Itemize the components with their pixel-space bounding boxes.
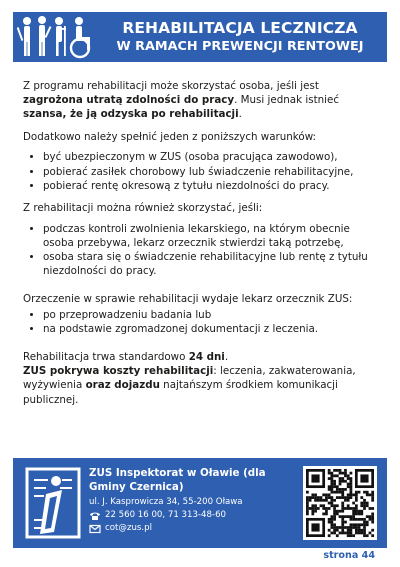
office-name: ZUS Inspektorat w Oławie (dla Gminy Czernica)	[89, 467, 266, 493]
duration-paragraph: Rehabilitacja trwa standardowo 24 dni.	[23, 351, 229, 364]
list-item: • pobierać rentę okresową z tytułu niezdolności do pracy.	[43, 179, 375, 193]
page-subtitle: W RAMACH PREWENCJI RENTOWEJ	[116, 39, 364, 54]
contact-footer	[13, 458, 387, 548]
email-icon	[89, 524, 101, 534]
conditions-lead: Dodatkowo należy spełnić jeden z poniższych warunków:	[23, 131, 317, 144]
office-address: ul. J. Kasprowicza 34, 55-200 Oława	[89, 497, 243, 507]
office-email[interactable]: cot@zus.pl	[89, 522, 289, 535]
document-body	[23, 79, 375, 415]
list-item: • pobierać zasiłek chorobowy lub świadczenie rehabilitacyjne,	[43, 165, 375, 179]
decision-lead: Orzeczenie w sprawie rehabilitacji wydaje lekarz orzecznik ZUS:	[23, 293, 353, 306]
list-item: • na podstawie zgromadzonej dokumentacji z leczenia.	[43, 322, 375, 336]
qr-code[interactable]	[303, 466, 377, 540]
header-titles	[99, 19, 387, 55]
header-banner	[13, 12, 387, 62]
list-item: • osoba stara się o świadczenie rehabilitacyjne lub rentę z tytułu niezdolności do pracy.	[43, 250, 375, 278]
office-phone: 22 560 16 00, 71 313-48-60	[89, 509, 289, 522]
also-list	[23, 222, 375, 279]
page-number: strona 44	[323, 550, 375, 561]
intro-paragraph: Z programu rehabilitacji może skorzystać osoba, jeśli jest zagrożona utratą zdolności do pracy. Musi jednak istnieć szansa, że ją odzyska po rehabilitacji.	[23, 80, 339, 121]
decision-list	[23, 308, 375, 336]
list-item: • po przeprowadzeniu badania lub	[43, 308, 375, 322]
office-info	[89, 466, 289, 535]
also-lead: Z rehabilitacji można również skorzystać, jeśli:	[23, 202, 263, 215]
conditions-list	[23, 150, 375, 193]
list-item: • podczas kontroli zwolnienia lekarskiego, na którym obecnie osoba przebywa, lekarz orzecznik stwierdzi taką potrzebę,	[43, 222, 375, 250]
page-title: REHABILITACJA LECZNICZA	[122, 19, 358, 37]
phone-icon	[89, 511, 101, 521]
people-rehabilitation-icon	[17, 12, 99, 62]
costs-paragraph: ZUS pokrywa koszty rehabilitacji: leczenia, zakwaterowania, wyżywienia oraz dojazdu najtańszym środkiem komunikacji publicznej.	[23, 365, 356, 406]
list-item: • być ubezpieczonym w ZUS (osoba pracująca zawodowo),	[43, 150, 375, 164]
info-icon	[24, 466, 82, 540]
